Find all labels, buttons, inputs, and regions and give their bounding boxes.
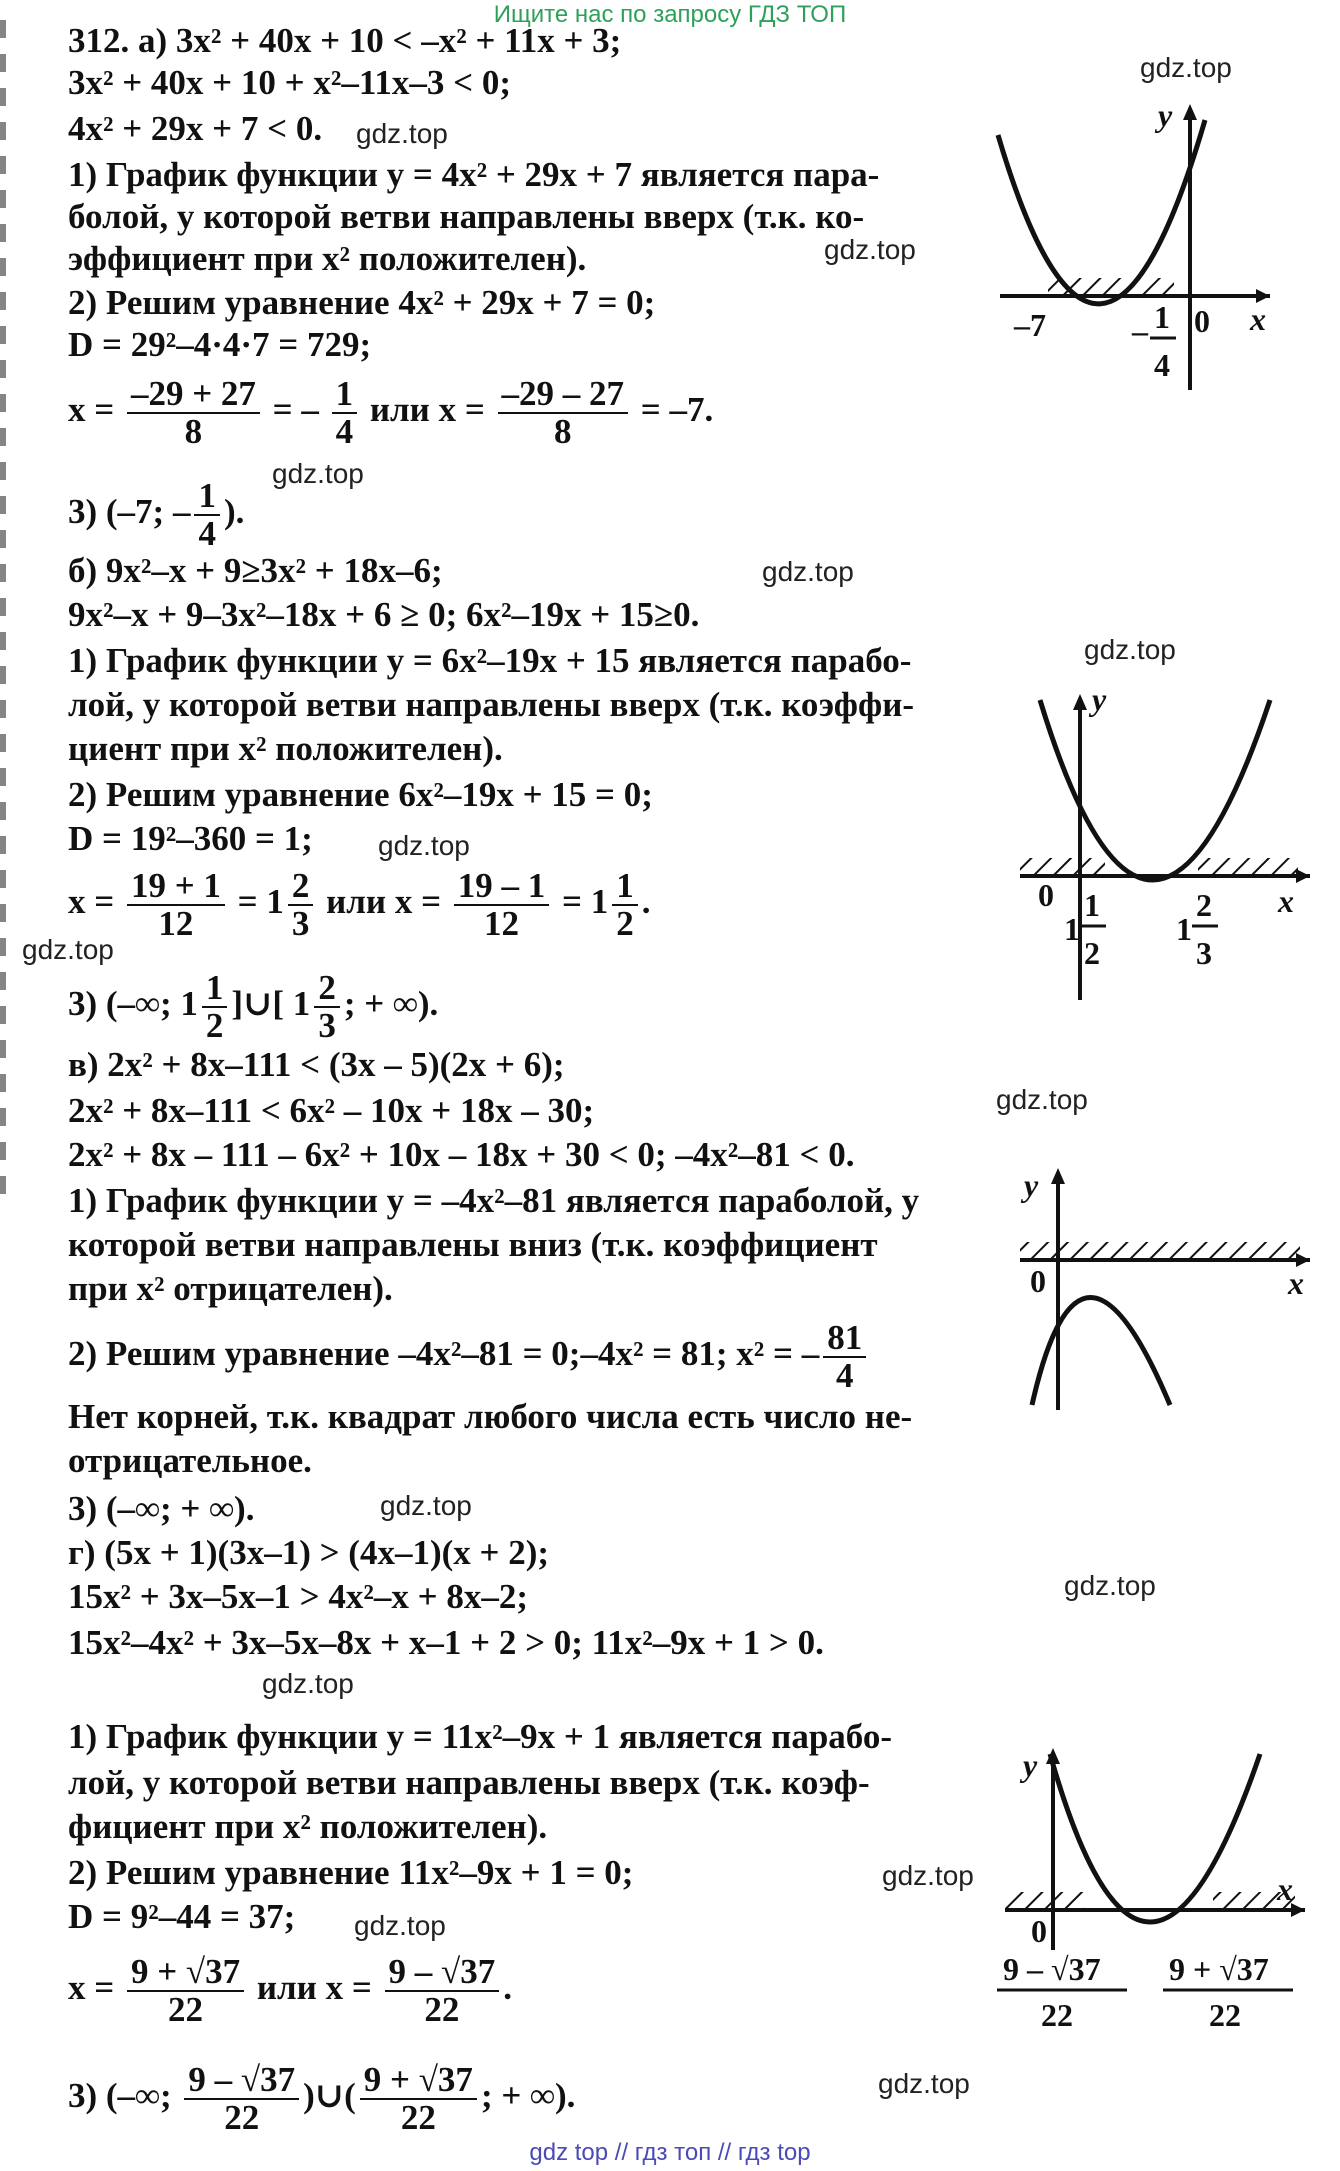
line: 2) Решим уравнение 11x²–9x + 1 = 0;	[68, 1853, 634, 1892]
line: 15x² + 3x–5x–1 > 4x²–x + 8x–2;	[68, 1577, 528, 1616]
fraction: $\frac{9 - √37}{22}$	[184, 2062, 299, 2136]
formula-line: x = $\frac{-29 + 27}{8}$ = – $\frac{1}{4}$ или x = $\frac{-29 - 27}{8}$ = –7.	[68, 374, 714, 451]
watermark: gdz.top	[378, 830, 470, 861]
x-axis-label: x	[1277, 1871, 1293, 1907]
line: 1) График функции y = –4x²–81 является параболой, у	[68, 1181, 920, 1220]
root-label: –7	[1014, 307, 1046, 343]
fraction: $\frac{2}{3}$	[314, 970, 340, 1044]
parabola-curve	[1040, 700, 1270, 880]
parabola-curve	[1032, 1298, 1170, 1406]
line: 15x²–4x² + 3x–5x–8x + x–1 + 2 > 0; 11x²–9x + 1 > 0.	[68, 1623, 824, 1662]
line: D = 19²–360 = 1;	[68, 819, 313, 858]
line: которой ветви направлены вниз (т.к. коэффициент	[68, 1225, 878, 1264]
origin-label: 0	[1030, 1263, 1046, 1299]
watermark: gdz.top	[22, 934, 114, 965]
y-axis-label: y	[1092, 681, 1107, 717]
y-arrow-icon	[1051, 1168, 1065, 1184]
watermark: gdz.top	[996, 1084, 1088, 1115]
line: циент при x² положителен).	[68, 729, 503, 768]
fraction: $\frac{19 + 1}{12}$	[127, 868, 225, 942]
line: 1) График функции y = 4x² + 29x + 7 является пара-	[68, 155, 880, 194]
line: 4x² + 29x + 7 < 0.	[68, 109, 323, 148]
watermark: gdz.top	[262, 1668, 354, 1699]
fraction: $\frac{19 - 1}{12}$	[454, 868, 550, 942]
fraction: $\frac{1}{4}$	[194, 478, 220, 552]
answer-line: 3) (–∞; $\frac{9 - √37}{22}$ )∪( $\frac{9 + √37}{22}$ ; + ∞).	[68, 2060, 576, 2137]
watermark: gdz.top	[354, 1910, 446, 1941]
fraction: $\frac{9 - √37}{22}$	[385, 1954, 500, 2028]
root-whole: 1	[1176, 911, 1192, 947]
y-arrow-icon	[1073, 694, 1087, 710]
hatch-region	[1020, 1242, 1300, 1260]
parabola-graph-b	[1010, 680, 1310, 1020]
watermark: gdz.top	[762, 556, 854, 587]
formula-line: 2) Решим уравнение –4x²–81 = 0;–4x² = 81; x² = – $\frac{81}{4}$	[68, 1320, 870, 1394]
watermark: gdz.top	[1084, 634, 1176, 665]
root-whole: 1	[1064, 911, 1080, 947]
line: в) 2x² + 8x–111 < (3x – 5)(2x + 6);	[68, 1045, 565, 1084]
x-axis-label: x	[1250, 301, 1266, 337]
parabola-curve	[998, 120, 1205, 304]
line: г) (5x + 1)(3x–1) > (4x–1)(x + 2);	[68, 1533, 550, 1572]
line: 2) Решим уравнение 6x²–19x + 15 = 0;	[68, 775, 653, 814]
watermark: gdz.top	[1064, 1570, 1156, 1601]
x-axis-label: x	[1288, 1265, 1304, 1301]
watermark: gdz.top	[878, 2068, 970, 2099]
fraction: $\frac{1}{2}$	[202, 970, 228, 1044]
root-denominator: 2	[1084, 935, 1100, 971]
fraction: $\frac{9 + √37}{22}$	[360, 2062, 477, 2136]
line: 2) Решим уравнение 4x² + 29x + 7 = 0;	[68, 283, 656, 322]
watermark: gdz.top	[272, 458, 364, 489]
line: 2x² + 8x–111 < 6x² – 10x + 18x – 30;	[68, 1091, 595, 1130]
parabola-graph-a	[980, 100, 1280, 400]
formula-line: x = $\frac{9 + √37}{22}$ или x = $\frac{9 - √37}{22}$ .	[68, 1952, 512, 2029]
y-axis-label: y	[1158, 100, 1173, 133]
y-axis-label: y	[1023, 1747, 1038, 1783]
line: 9x²–x + 9–3x²–18x + 6 ≥ 0; 6x²–19x + 15≥0.	[68, 595, 700, 634]
line: отрицательное.	[68, 1441, 312, 1480]
y-arrow-icon	[1183, 104, 1197, 120]
root-denominator: 3	[1196, 935, 1212, 971]
minus-sign: –	[1132, 313, 1148, 349]
root-numerator: 1	[1154, 299, 1170, 335]
line: 1) График функции y = 11x²–9x + 1 является парабо-	[68, 1717, 893, 1756]
line: Нет корней, т.к. квадрат любого числа есть число не-	[68, 1397, 913, 1436]
x-arrow-icon	[1291, 1903, 1305, 1917]
root-denominator: 4	[1154, 347, 1170, 383]
line: 3x² + 40x + 10 + x²–11x–3 < 0;	[68, 63, 511, 102]
line: 3) (–∞; + ∞).	[68, 1489, 255, 1528]
fraction: $\frac{9 + √37}{22}$	[127, 1954, 244, 2028]
line: болой, у которой ветви направлены вверх (т.к. ко-	[68, 197, 865, 236]
footer-links[interactable]: gdz top // гдз топ // гдз top	[529, 2139, 811, 2166]
search-banner[interactable]: Ищите нас по запросу ГДЗ ТОП	[493, 1, 847, 28]
hatch-region	[1020, 858, 1105, 876]
root-numerator: 1	[1084, 887, 1100, 923]
root-denominator: 22	[1209, 1997, 1241, 2033]
fraction: $\frac{81}{4}$	[823, 1320, 866, 1394]
line: фициент при x² положителен).	[68, 1807, 548, 1846]
fraction: $\frac{-29 - 27}{8}$	[498, 376, 629, 450]
line: б) 9x²–x + 9≥3x² + 18x–6;	[68, 551, 443, 590]
line: D = 29²–4·4·7 = 729;	[68, 325, 372, 364]
fraction: $\frac{1}{4}$	[332, 376, 358, 450]
watermark: gdz.top	[380, 1490, 472, 1521]
watermark: gdz.top	[1140, 52, 1232, 83]
line: D = 9²–44 = 37;	[68, 1897, 296, 1936]
line: 2x² + 8x – 111 – 6x² + 10x – 18x + 30 < 0; –4x²–81 < 0.	[68, 1135, 855, 1174]
answer-line: 3) (–7; – $\frac{1}{4}$ ).	[68, 476, 245, 553]
y-axis-label: y	[1024, 1167, 1039, 1203]
x-arrow-icon	[1296, 869, 1310, 883]
x-axis-label: x	[1278, 883, 1294, 919]
line: эффициент при x² положителен).	[68, 239, 587, 278]
line: при x² отрицателен).	[68, 1269, 393, 1308]
root-numerator: 9 + √37	[1169, 1951, 1269, 1987]
formula-line: x = $\frac{19 + 1}{12}$ = 1 $\frac{2}{3}$ или x = $\frac{19 - 1}{12}$ = 1 $\frac{1}{2}$ .	[68, 866, 651, 943]
parabola-graph-d	[995, 1740, 1315, 2050]
watermark: gdz.top	[882, 1860, 974, 1891]
watermark: gdz.top	[356, 118, 448, 149]
root-numerator: 2	[1196, 887, 1212, 923]
watermark: gdz.top	[824, 234, 916, 265]
line: лой, у которой ветви направлены вверх (т.к. коэффи-	[68, 685, 915, 724]
origin-label: 0	[1031, 1913, 1047, 1949]
scan-edge	[0, 20, 6, 1200]
hatch-region	[1198, 858, 1298, 876]
hatch-region	[1005, 1892, 1085, 1910]
fraction: $\frac{-29 + 27}{8}$	[127, 376, 260, 450]
fraction: $\frac{1}{2}$	[612, 868, 638, 942]
origin-label: 0	[1194, 303, 1210, 339]
line: 312. а) 3x² + 40x + 10 < –x² + 11x + 3;	[68, 21, 622, 60]
line: лой, у которой ветви направлены вверх (т.к. коэф-	[68, 1763, 870, 1802]
line: 1) График функции y = 6x²–19x + 15 является парабо-	[68, 641, 912, 680]
parabola-graph-c	[1010, 1160, 1320, 1420]
answer-line: 3) (–∞; 1 $\frac{1}{2}$ ]∪[ 1 $\frac{2}{3}$ ; + ∞).	[68, 968, 439, 1045]
origin-label: 0	[1038, 877, 1054, 913]
root-numerator: 9 – √37	[1003, 1951, 1101, 1987]
root-denominator: 22	[1041, 1997, 1073, 2033]
fraction: $\frac{2}{3}$	[288, 868, 314, 942]
